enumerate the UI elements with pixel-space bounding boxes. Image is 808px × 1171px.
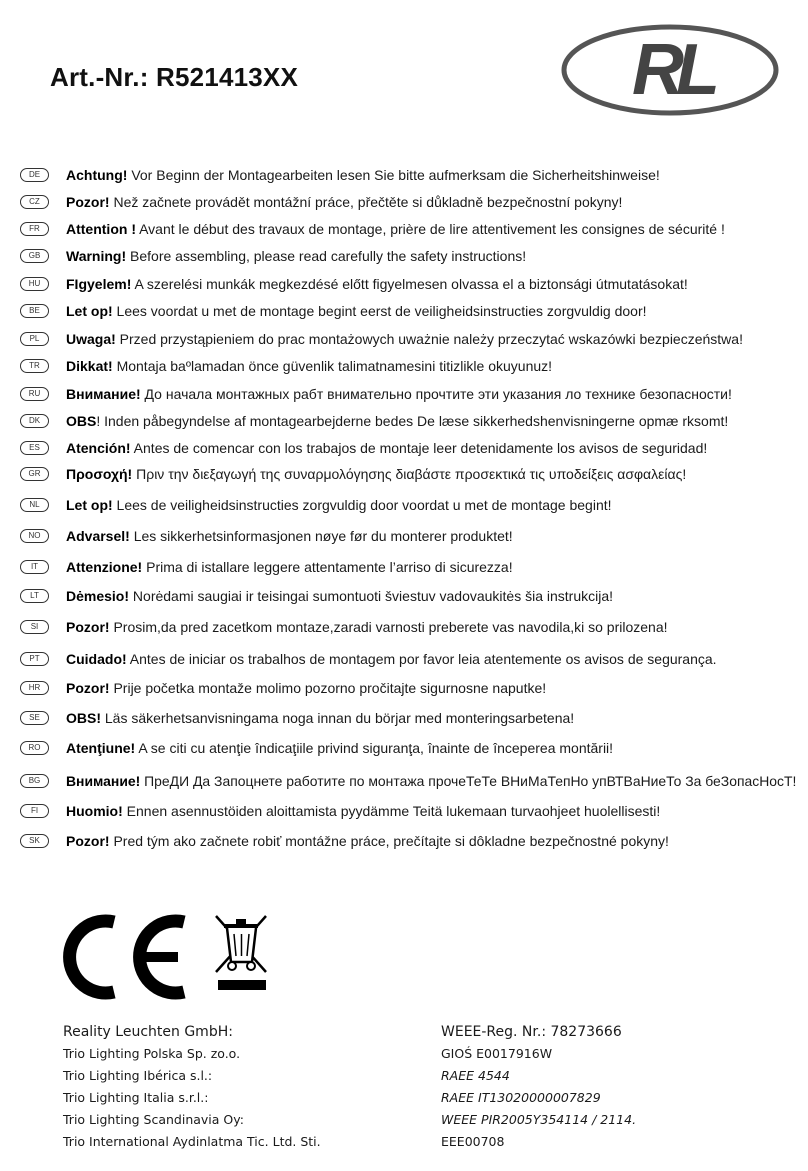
language-code-badge: SE xyxy=(20,711,49,725)
warning-message: Montaja baºlamadan önce güvenlik talimatnamesini titizlikle okuyunuz! xyxy=(112,358,553,374)
warning-label: Let op! xyxy=(66,303,113,319)
language-code-badge: SK xyxy=(20,834,49,848)
warning-row xyxy=(0,164,808,188)
language-code-badge: SI xyxy=(20,620,49,634)
warning-text xyxy=(66,463,686,485)
warning-label: Attention ! xyxy=(66,221,136,237)
warning-row xyxy=(0,328,808,352)
language-code-badge: HR xyxy=(20,681,49,695)
warning-label: Let op! xyxy=(66,497,113,513)
warning-text xyxy=(66,677,546,699)
company-row xyxy=(63,1021,763,1043)
warning-label: Внимание! xyxy=(66,773,141,789)
crossed-out-wheelie-bin-icon xyxy=(212,910,272,1002)
warning-text xyxy=(66,355,552,377)
language-code-badge: PL xyxy=(20,332,49,346)
warning-text xyxy=(66,191,622,213)
language-code-badge: DK xyxy=(20,414,49,428)
warning-row xyxy=(0,273,808,297)
warning-text xyxy=(66,800,660,822)
warning-message: Przed przystąpieniem do prac montażowych uważnie należy przeczytać wskazówki bezpieczeństwa! xyxy=(115,331,743,347)
warning-row xyxy=(0,410,808,434)
warning-row xyxy=(0,648,808,672)
warning-message: Prosim,da pred zacetkom montaze,zaradi varnosti preberete vas navodila,ki so prilozena! xyxy=(109,619,668,635)
language-code-badge: BG xyxy=(20,774,49,788)
warning-row xyxy=(0,300,808,324)
warning-row xyxy=(0,556,808,580)
warning-text xyxy=(66,300,647,322)
warning-label: Pozor! xyxy=(66,833,110,849)
article-number-title: Art.-Nr.: R521413XX xyxy=(50,62,299,92)
warning-label: Pozor! xyxy=(66,619,110,635)
company-name: Reality Leuchten GmbH: xyxy=(63,1024,233,1040)
warning-label: Atenţiune! xyxy=(66,740,136,756)
warning-row xyxy=(0,191,808,215)
warning-row xyxy=(0,437,808,461)
warning-row xyxy=(0,245,808,269)
warning-message: Πριν την διεξαγωγή της συναρμολόγησης διαβάστε προσεκτικά τις υποδείξεις ασφαλείας! xyxy=(132,466,687,482)
warning-label: Pozor! xyxy=(66,194,110,210)
company-name: Trio International Aydinlatma Tic. Ltd. Sti. xyxy=(63,1134,321,1149)
warning-label: Achtung! xyxy=(66,167,128,183)
warning-text xyxy=(66,273,688,295)
company-name: Trio Lighting Polska Sp. zo.o. xyxy=(63,1046,241,1061)
warning-message: Lees de veiligheidsinstructies zorgvuldig door voordat u met de montage begint! xyxy=(112,497,612,513)
company-row xyxy=(63,1109,763,1131)
weee-registration: EEE00708 xyxy=(441,1134,505,1149)
language-code-badge: BE xyxy=(20,304,49,318)
warning-label: Dėmesio! xyxy=(66,588,130,604)
warning-row xyxy=(0,707,808,731)
language-code-badge: GB xyxy=(20,249,49,263)
warning-label: Atención! xyxy=(66,440,131,456)
company-row xyxy=(63,1087,763,1109)
warning-message: ПреДИ Да Запоцнете работите по монтажа прочеТеТе ВНиМаТепНо упВТВаНиеТо За беЗопасНосТ! xyxy=(140,773,797,789)
warning-label: Dikkat! xyxy=(66,358,113,374)
warning-row xyxy=(0,677,808,701)
warning-row xyxy=(0,616,808,640)
warning-label: Advarsel! xyxy=(66,528,130,544)
warning-label: OBS! xyxy=(66,710,101,726)
company-row xyxy=(63,1065,763,1087)
company-name: Trio Lighting Scandinavia Oy: xyxy=(63,1112,244,1127)
language-code-badge: NL xyxy=(20,498,49,512)
warning-message: ! Inden påbegyndelse af montagearbejderne bedes De læse sikkerhedshenvisningerne opmæ rksomt! xyxy=(96,413,729,429)
warning-text xyxy=(66,648,717,670)
weee-registration: RAEE IT13020000007829 xyxy=(441,1090,601,1105)
company-name: Trio Lighting Ibérica s.l.: xyxy=(63,1068,213,1083)
warning-label: Huomio! xyxy=(66,803,123,819)
language-code-badge: GR xyxy=(20,467,49,481)
rl-logo-text: RL xyxy=(632,30,712,110)
ce-mark-icon xyxy=(62,914,190,1000)
language-code-badge: NO xyxy=(20,529,49,543)
warning-text xyxy=(66,525,513,547)
language-code-badge: RO xyxy=(20,741,49,755)
warning-label: Внимание! xyxy=(66,386,141,402)
warning-text xyxy=(66,218,725,240)
warning-message: Norėdami saugiai ir teisingai sumontuoti šviestuv vadovaukitės šia instrukcija! xyxy=(129,588,614,604)
warning-text xyxy=(66,737,613,759)
language-code-badge: RU xyxy=(20,387,49,401)
weee-registration: RAEE 4544 xyxy=(441,1068,510,1083)
warning-text xyxy=(66,556,513,578)
warning-label: OBS xyxy=(66,413,97,429)
warning-text xyxy=(66,830,669,852)
language-code-badge: PT xyxy=(20,652,49,666)
warning-message: Než začnete provádět montážní práce, přečtěte si důkladně bezpečnostní pokyny! xyxy=(109,194,623,210)
warning-label: Cuidado! xyxy=(66,651,127,667)
warning-message: Läs säkerhetsanvisningama noga innan du börjar med monteringsarbetena! xyxy=(101,710,575,726)
warning-label: FIgyelem! xyxy=(66,276,132,292)
warning-message: Les sikkerhetsinformasjonen nøye før du monterer produktet! xyxy=(129,528,513,544)
warning-text xyxy=(66,328,743,350)
warning-text xyxy=(66,383,732,405)
warning-row xyxy=(0,525,808,549)
warning-text xyxy=(66,245,526,267)
warning-row xyxy=(0,800,808,824)
warning-message: Before assembling, please read carefully the safety instructions! xyxy=(126,248,527,264)
warning-row xyxy=(0,355,808,379)
company-name: Trio Lighting Italia s.r.l.: xyxy=(63,1090,209,1105)
warning-row xyxy=(0,218,808,242)
language-code-badge: FI xyxy=(20,804,49,818)
company-registration-list xyxy=(63,1021,763,1153)
warning-label: Warning! xyxy=(66,248,127,264)
weee-registration: GIOŚ E0017916W xyxy=(441,1046,553,1061)
company-row xyxy=(63,1043,763,1065)
warning-row xyxy=(0,585,808,609)
language-code-badge: LT xyxy=(20,589,49,603)
warning-message: Vor Beginn der Montagearbeiten lesen Sie bitte aufmerksam die Sicherheitshinweise! xyxy=(127,167,660,183)
warning-text xyxy=(66,164,660,186)
language-code-badge: FR xyxy=(20,222,49,236)
company-row xyxy=(63,1131,763,1153)
warning-text xyxy=(66,410,728,432)
language-code-badge: TR xyxy=(20,359,49,373)
warning-message: Prima di istallare leggere attentamente l’arriso di sicurezza! xyxy=(142,559,513,575)
warning-text xyxy=(66,616,668,638)
warning-message: Ennen asennustöiden aloittamista pyydämme Teitä lukemaan turvaohjeet huolellisesti! xyxy=(122,803,661,819)
language-code-badge: IT xyxy=(20,560,49,574)
warning-message: Lees voordat u met de montage begint eerst de veiligheidsinstructies zorgvuldig door! xyxy=(112,303,647,319)
warning-row xyxy=(0,830,808,854)
warning-text xyxy=(66,585,613,607)
warning-message: До начала монтажных рабт внимательно прочтите эти указания ло технике безопасности! xyxy=(140,386,732,402)
warning-message: Pred tým ako začnete robiť montážne práce, prečítajte si dôkladne bezpečnostné pokyny! xyxy=(109,833,669,849)
warning-text xyxy=(66,707,574,729)
warning-message: Antes de comencar con los trabajos de montaje leer detenidamente los avisos de seguridad! xyxy=(130,440,708,456)
warning-message: A se citi cu atenţie îndicaţiile privind siguranţa, înainte de începerea montării! xyxy=(135,740,614,756)
warning-row xyxy=(0,494,808,518)
language-code-badge: ES xyxy=(20,441,49,455)
weee-registration: WEEE-Reg. Nr.: 78273666 xyxy=(441,1024,622,1040)
warning-text xyxy=(66,770,796,792)
warning-label: Attenzione! xyxy=(66,559,143,575)
warning-label: Pozor! xyxy=(66,680,110,696)
warning-message: Prije početka montaže molimo pozorno pročitajte sigurnosne naputke! xyxy=(109,680,547,696)
warning-label: Uwaga! xyxy=(66,331,116,347)
language-code-badge: HU xyxy=(20,277,49,291)
language-code-badge: DE xyxy=(20,168,49,182)
weee-registration: WEEE PIR2005Y354114 / 2114. xyxy=(441,1112,637,1127)
warning-message: Avant le début des travaux de montage, prière de lire attentivement les consignes de sécurité ! xyxy=(135,221,725,237)
warning-row xyxy=(0,737,808,761)
warning-message: Antes de iniciar os trabalhos de montagem por favor leia atentemente os avisos de segurança. xyxy=(126,651,717,667)
language-code-badge: CZ xyxy=(20,195,49,209)
warning-label: Προσοχή! xyxy=(66,466,133,482)
warning-text xyxy=(66,437,707,459)
warning-row xyxy=(0,770,808,794)
warning-text xyxy=(66,494,612,516)
warning-row xyxy=(0,383,808,407)
warning-message: A szerelési munkák megkezdésé előtt figyelmesen olvassa el a biztonsági útmutatásokat! xyxy=(131,276,688,292)
warning-row xyxy=(0,463,808,487)
